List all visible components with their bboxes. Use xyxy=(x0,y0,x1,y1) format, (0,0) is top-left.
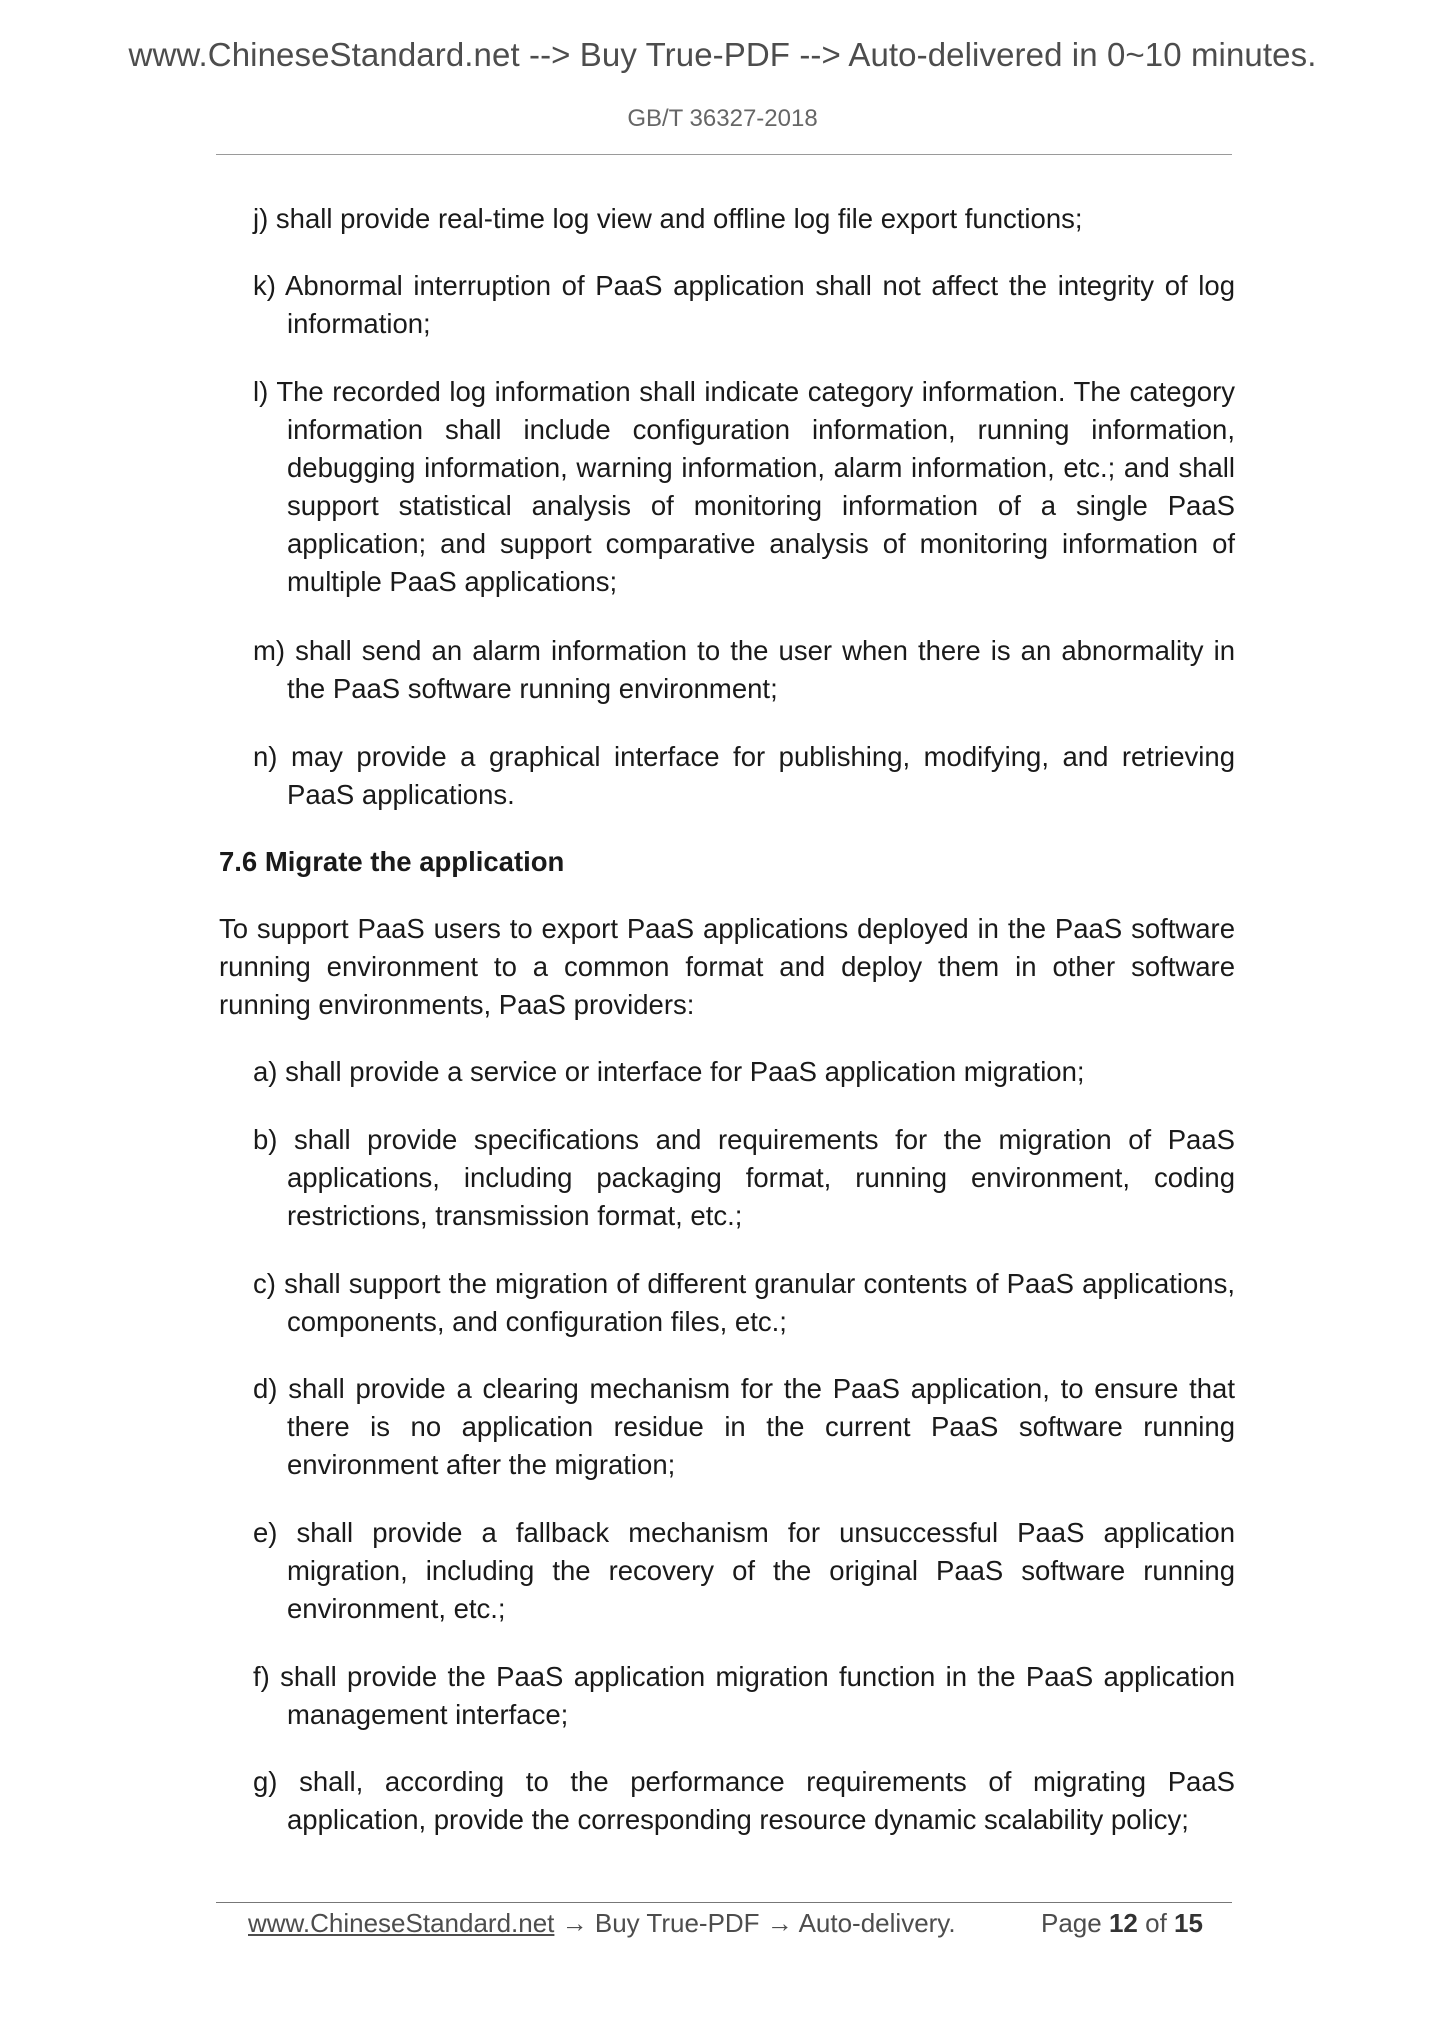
header-divider xyxy=(216,154,1232,155)
footer-site-link[interactable]: www.ChineseStandard.net xyxy=(248,1908,555,1938)
standard-code: GB/T 36327-2018 xyxy=(627,105,818,132)
section-intro: To support PaaS users to export PaaS applications deployed in the PaaS software running environment to a common format and deploy them in other software running environments, PaaS providers: xyxy=(219,913,1235,1020)
list-item-b: b) shall provide specifications and requirements for the migration of PaaS applications, including packaging format, running environment, coding restrictions, transmission format, etc.; xyxy=(253,1124,1235,1231)
page-indicator xyxy=(1041,1903,1203,1943)
page-number: 12 xyxy=(1108,1908,1138,1938)
list-item-d: d) shall provide a clearing mechanism for the PaaS application, to ensure that there is no application residue in the current PaaS software running environment after the migration; xyxy=(253,1373,1235,1480)
top-banner: www.ChineseStandard.net --> Buy True-PDF --> Auto-delivered in 0~10 minutes. xyxy=(128,36,1317,73)
list-item-m: m) shall send an alarm information to the user when there is an abnormality in the PaaS software running environment; xyxy=(253,635,1235,704)
list-item-l: l) The recorded log information shall indicate category information. The category information shall include configuration information, running information, debugging information, warning information, alarm information, etc.; and shall support statistical analysis of monitoring information of a single PaaS application; and support comparative analysis of monitoring information of multiple PaaS applications; xyxy=(253,376,1235,597)
page-label: Page xyxy=(1041,1908,1102,1938)
page-total: 15 xyxy=(1174,1908,1203,1938)
list-item-g: g) shall, according to the performance requirements of migrating PaaS application, provide the corresponding resource dynamic scalability policy; xyxy=(253,1766,1235,1835)
list-item-a: a) shall provide a service or interface for PaaS application migration; xyxy=(253,1056,1085,1087)
section-heading: 7.6 Migrate the application xyxy=(219,846,565,877)
of-label: of xyxy=(1145,1908,1167,1938)
list-item-e: e) shall provide a fallback mechanism for unsuccessful PaaS application migration, including the recovery of the original PaaS software running environment, etc.; xyxy=(253,1517,1235,1624)
list-item-j: j) shall provide real-time log view and offline log file export functions; xyxy=(253,203,1083,234)
list-item-k: k) Abnormal interruption of PaaS application shall not affect the integrity of log information; xyxy=(253,270,1235,339)
list-item-c: c) shall support the migration of different granular contents of PaaS applications, components, and configuration files, etc.; xyxy=(253,1268,1235,1337)
page-footer xyxy=(248,1903,1238,1943)
footer-tagline: → Buy True-PDF → Auto-delivery. xyxy=(554,1908,956,1938)
list-item-f: f) shall provide the PaaS application migration function in the PaaS application management interface; xyxy=(253,1661,1235,1730)
list-item-n: n) may provide a graphical interface for publishing, modifying, and retrieving PaaS applications. xyxy=(253,741,1235,810)
